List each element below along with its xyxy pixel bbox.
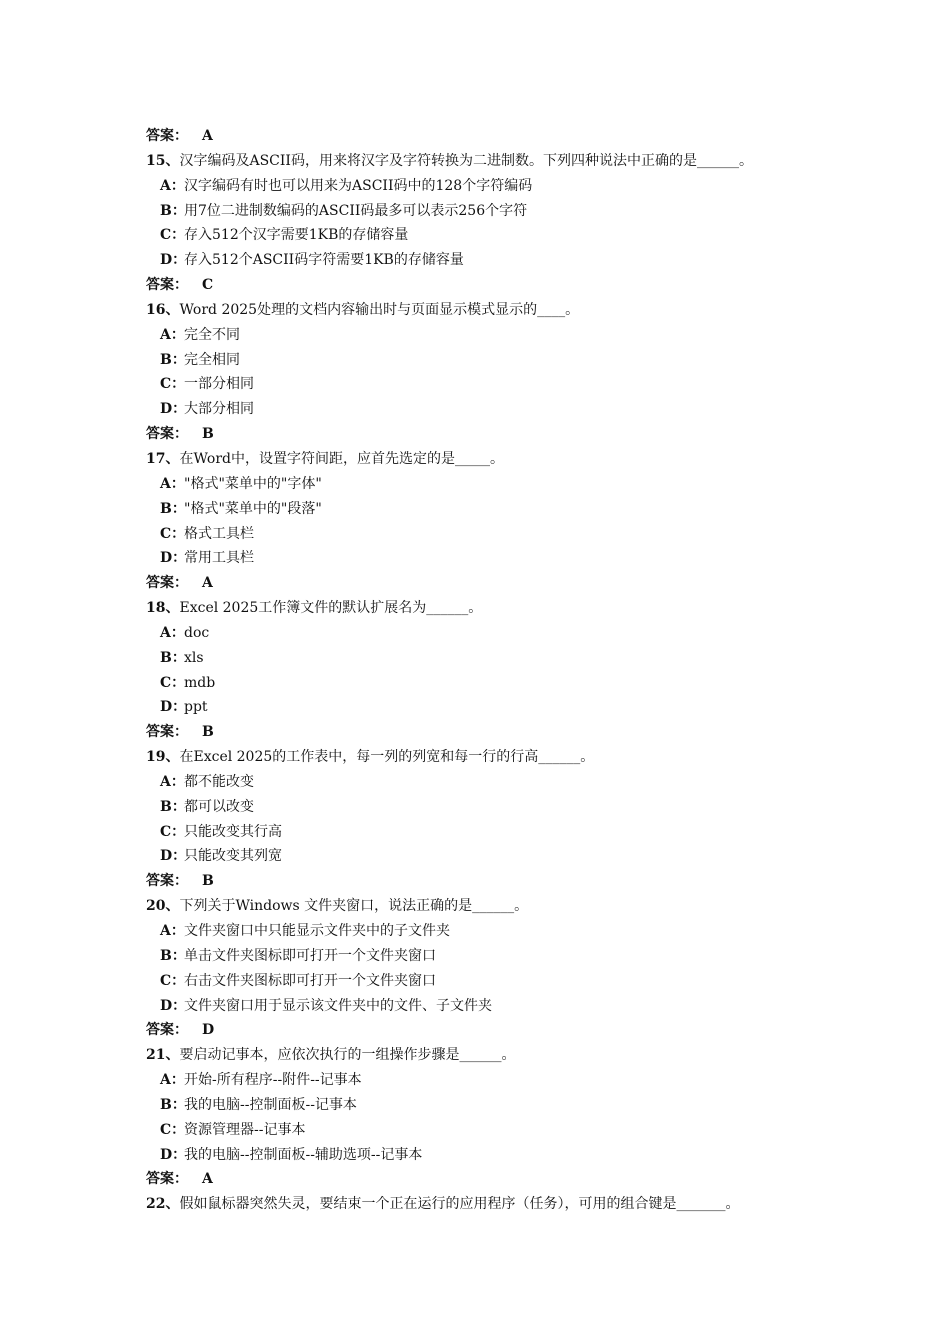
answer-label: 答案：: [146, 873, 188, 890]
option-text: 单击文件夹图标即可打开一个文件夹窗口: [184, 947, 436, 964]
option-line: [146, 1068, 906, 1093]
answer-line: [146, 720, 906, 745]
option-label: A：: [160, 177, 185, 194]
answer-label: 答案：: [146, 1171, 188, 1188]
option-label: A：: [160, 923, 185, 939]
question-number: 19、: [146, 749, 180, 766]
question-line: [146, 745, 906, 770]
option-line: [146, 695, 906, 720]
option-text: "格式"菜单中的"段落": [184, 500, 322, 517]
option-text: 文件夹窗口用于显示该文件夹中的文件、子文件夹: [184, 997, 492, 1014]
question-text: 要启动记事本，应依次执行的一组操作步骤是______。: [179, 1047, 516, 1064]
option-label: B：: [160, 649, 186, 666]
answer-line: [146, 273, 906, 298]
option-label: A：: [160, 624, 185, 641]
option-text: ppt: [184, 699, 208, 716]
option-label: B：: [160, 1096, 186, 1113]
option-text: 我的电脑--控制面板--辅助选项--记事本: [184, 1146, 423, 1163]
answer-line: [146, 869, 906, 894]
option-line: [146, 522, 906, 547]
option-line: [146, 994, 906, 1019]
question-number: 15、: [146, 152, 180, 169]
document-body: [146, 124, 906, 1217]
option-text: doc: [184, 624, 210, 641]
option-line: [146, 770, 906, 795]
answer-label: 答案：: [146, 277, 188, 294]
option-label: A：: [160, 326, 185, 343]
question-number: 21、: [146, 1047, 180, 1064]
option-line: [146, 248, 906, 273]
option-label: C：: [160, 376, 186, 393]
option-line: [146, 174, 906, 199]
question-text: Excel 2025工作簿文件的默认扩展名为______。: [179, 600, 483, 617]
option-line: [146, 348, 906, 373]
option-text: 只能改变其列宽: [184, 848, 282, 865]
option-label: A：: [160, 1072, 185, 1089]
option-label: B：: [160, 500, 186, 517]
answer-value: B: [202, 426, 214, 443]
option-text: 开始-所有程序--附件--记事本: [184, 1072, 362, 1089]
question-number: 17、: [146, 450, 180, 467]
answer-value: D: [202, 1022, 215, 1039]
question-number: 22、: [146, 1196, 180, 1213]
option-label: B：: [160, 202, 186, 219]
option-text: 都可以改变: [184, 798, 254, 815]
option-label: A：: [160, 475, 185, 492]
option-label: B：: [160, 798, 186, 815]
question-number: 20、: [146, 898, 180, 915]
option-text: 资源管理器--记事本: [184, 1121, 306, 1138]
option-text: 我的电脑--控制面板--记事本: [184, 1096, 357, 1113]
option-label: C：: [160, 227, 186, 244]
option-line: [146, 671, 906, 696]
answer-value: C: [202, 277, 214, 294]
answer-label: 答案：: [146, 128, 188, 144]
option-text: 完全不同: [184, 326, 240, 343]
option-label: B：: [160, 947, 186, 964]
question-line: [146, 894, 906, 919]
option-line: [146, 969, 906, 994]
question-line: [146, 298, 906, 323]
option-text: 文件夹窗口中只能显示文件夹中的子文件夹: [184, 923, 450, 939]
question-text: 在Word中，设置字符间距，应首先选定的是_____。: [179, 450, 505, 467]
option-text: 完全相同: [184, 351, 240, 368]
option-label: D：: [160, 550, 187, 567]
answer-line: [146, 422, 906, 447]
option-line: [146, 919, 906, 944]
option-label: C：: [160, 823, 186, 840]
option-label: D：: [160, 997, 187, 1014]
option-line: [146, 199, 906, 224]
answer-label: 答案：: [146, 724, 188, 741]
answer-line: [146, 1167, 906, 1192]
answer-value: A: [202, 1171, 213, 1188]
question-number: 18、: [146, 600, 180, 617]
question-line: [146, 1192, 906, 1217]
option-text: 存入512个汉字需要1KB的存储容量: [184, 227, 409, 244]
option-line: [146, 497, 906, 522]
answer-value: B: [202, 873, 214, 890]
answer-label: 答案：: [146, 1022, 188, 1039]
option-text: mdb: [184, 674, 216, 691]
answer-line: [146, 1018, 906, 1043]
option-label: B：: [160, 351, 186, 368]
option-text: 只能改变其行高: [184, 823, 282, 840]
option-label: D：: [160, 401, 187, 418]
question-line: [146, 596, 906, 621]
option-label: D：: [160, 848, 187, 865]
option-text: 都不能改变: [184, 773, 254, 790]
question-number: 16、: [146, 301, 180, 318]
answer-value: A: [202, 128, 213, 144]
option-text: 大部分相同: [184, 401, 254, 418]
option-text: 一部分相同: [184, 376, 254, 393]
option-line: [146, 646, 906, 671]
option-line: [146, 397, 906, 422]
option-text: 格式工具栏: [184, 525, 254, 542]
option-line: [146, 1093, 906, 1118]
answer-label: 答案：: [146, 426, 188, 443]
option-text: 常用工具栏: [184, 550, 254, 567]
option-line: [146, 621, 906, 646]
option-line: [146, 323, 906, 348]
option-line: [146, 820, 906, 845]
question-text: 汉字编码及ASCII码，用来将汉字及字符转换为二进制数。下列四种说法中正确的是______。: [179, 152, 753, 169]
answer-value: A: [202, 575, 213, 592]
option-line: [146, 1118, 906, 1143]
option-text: 用7位二进制数编码的ASCII码最多可以表示256个字符: [184, 202, 528, 219]
option-label: C：: [160, 674, 186, 691]
question-line: [146, 1043, 906, 1068]
option-label: D：: [160, 252, 187, 269]
option-text: 汉字编码有时也可以用来为ASCII码中的128个字符编码: [184, 177, 533, 194]
option-label: A：: [160, 773, 185, 790]
question-text: 在Excel 2025的工作表中，每一列的列宽和每一行的行高______。: [179, 749, 595, 766]
option-line: [146, 844, 906, 869]
answer-line: [146, 571, 906, 596]
answer-label: 答案：: [146, 575, 188, 592]
option-label: D：: [160, 699, 187, 716]
option-text: xls: [184, 649, 204, 666]
option-line: [146, 472, 906, 497]
option-line: [146, 1143, 906, 1168]
question-line: [146, 447, 906, 472]
question-line: [146, 149, 906, 174]
question-text: Word 2025处理的文档内容输出时与页面显示模式显示的____。: [179, 301, 580, 318]
option-label: C：: [160, 525, 186, 542]
option-label: D：: [160, 1146, 187, 1163]
option-line: [146, 546, 906, 571]
option-line: [146, 372, 906, 397]
option-line: [146, 223, 906, 248]
option-line: [146, 944, 906, 969]
option-text: "格式"菜单中的"字体": [184, 475, 322, 492]
answer-line: [146, 124, 906, 149]
option-label: C：: [160, 1121, 186, 1138]
question-text: 假如鼠标器突然失灵，要结束一个正在运行的应用程序（任务），可用的组合键是_______。: [179, 1196, 740, 1213]
option-label: C：: [160, 972, 186, 989]
answer-value: B: [202, 724, 214, 741]
option-text: 右击文件夹图标即可打开一个文件夹窗口: [184, 972, 436, 989]
option-text: 存入512个ASCII码字符需要1KB的存储容量: [184, 252, 464, 269]
option-line: [146, 795, 906, 820]
question-text: 下列关于Windows 文件夹窗口，说法正确的是______。: [179, 898, 529, 915]
